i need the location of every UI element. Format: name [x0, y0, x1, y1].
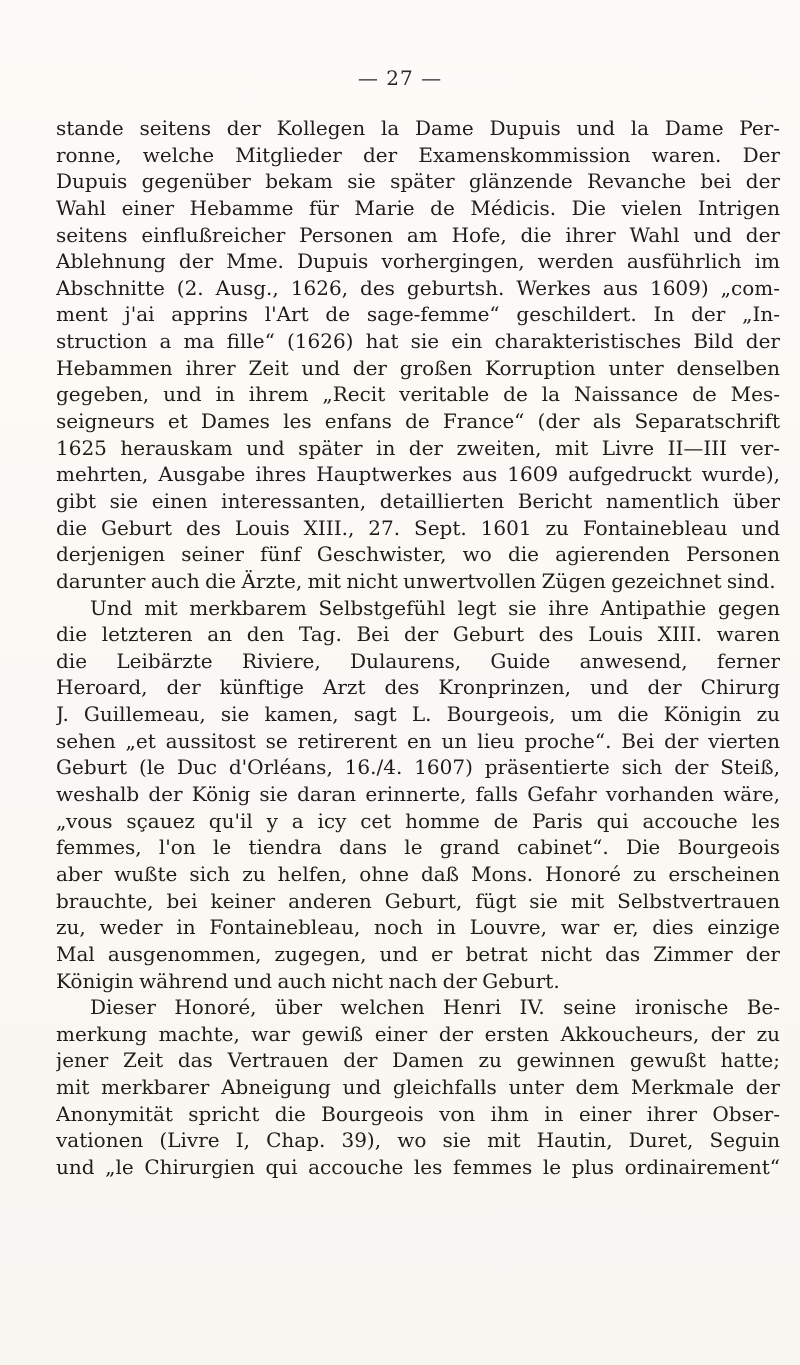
text-line: Ablehnung der Mme. Dupuis vorhergingen, werden ausführlich im: [56, 249, 780, 274]
text-line: vationen (Livre I, Chap. 39), wo sie mit Hautin, Duret, Seguin: [56, 1128, 780, 1153]
text-line: ronne, welche Mitglieder der Examenskommission waren. Der: [56, 142, 780, 167]
text-line: ment j'ai apprins l'Art de sage-femme“ geschildert. In der „In-: [56, 302, 780, 327]
text-line: mit merkbarer Abneigung und gleichfalls unter dem Merkmale der: [56, 1075, 780, 1100]
text-line: 1625 herauskam und später in der zweiten, mit Livre II—III ver-: [56, 435, 780, 460]
text-line: sehen „et aussitost se retirerent en un lieu proche“. Bei der vierten: [56, 728, 780, 753]
text-line: seigneurs et Dames les enfans de France“ (der als Separatschrift: [56, 409, 780, 434]
text-line: Wahl einer Hebamme für Marie de Médicis. Die vielen Intrigen: [56, 195, 780, 220]
text-line: Heroard, der künftige Arzt des Kronprinzen, und der Chirurg: [56, 675, 780, 700]
text-line: Anonymität spricht die Bourgeois von ihm in einer ihrer Obser-: [56, 1101, 780, 1126]
text-line: die Geburt des Louis XIII., 27. Sept. 1601 zu Fontainebleau und: [56, 515, 780, 540]
text-line: merkung machte, war gewiß einer der ersten Akkoucheurs, der zu: [56, 1021, 780, 1046]
text-line: gegeben, und in ihrem „Recit veritable de la Naissance de Mes-: [56, 382, 780, 407]
text-line: Und mit merkbarem Selbstgefühl legt sie ihre Antipathie gegen: [90, 595, 780, 620]
text-line: brauchte, bei keiner anderen Geburt, fügt sie mit Selbstvertrauen: [56, 888, 780, 913]
text-line: Königin während und auch nicht nach der Geburt.: [56, 968, 560, 993]
text-line: Mal ausgenommen, zugegen, und er betrat nicht das Zimmer der: [56, 941, 780, 966]
text-line: Dieser Honoré, über welchen Henri IV. seine ironische Be-: [90, 995, 780, 1020]
text-line: weshalb der König sie daran erinnerte, falls Gefahr vorhanden wäre,: [56, 782, 780, 807]
text-line: und „le Chirurgien qui accouche les femmes le plus ordinairement“: [56, 1154, 780, 1179]
text-line: seitens einflußreicher Personen am Hofe, die ihrer Wahl und der: [56, 222, 780, 247]
text-line: „vous sçauez qu'il y a icy cet homme de Paris qui accouche les: [56, 808, 780, 833]
text-line: J. Guillemeau, sie kamen, sagt L. Bourgeois, um die Königin zu: [56, 702, 780, 727]
text-line: jener Zeit das Vertrauen der Damen zu gewinnen gewußt hatte;: [56, 1048, 780, 1073]
text-line: femmes, l'on le tiendra dans le grand cabinet“. Die Bourgeois: [56, 835, 780, 860]
text-line: struction a ma fille“ (1626) hat sie ein charakteristisches Bild der: [56, 329, 780, 354]
text-line: aber wußte sich zu helfen, ohne daß Mons. Honoré zu erscheinen: [56, 861, 780, 886]
text-line: zu, weder in Fontainebleau, noch in Louvre, war er, dies einzige: [56, 915, 780, 940]
text-line: mehrten, Ausgabe ihres Hauptwerkes aus 1609 aufgedruckt wurde),: [56, 462, 780, 487]
text-line: die letzteren an den Tag. Bei der Geburt des Louis XIII. waren: [56, 622, 780, 647]
text-line: Dupuis gegenüber bekam sie später glänzende Revanche bei der: [56, 169, 780, 194]
page-number: — 27 —: [357, 66, 443, 90]
text-line: darunter auch die Ärzte, mit nicht unwertvollen Zügen gezeichnet sind.: [56, 568, 776, 593]
text-line: gibt sie einen interessanten, detaillierten Bericht namentlich über: [56, 488, 780, 513]
text-line: Geburt (le Duc d'Orléans, 16./4. 1607) präsentierte sich der Steiß,: [56, 755, 780, 780]
text-line: Hebammen ihrer Zeit und der großen Korruption unter denselben: [56, 355, 780, 380]
text-line: derjenigen seiner fünf Geschwister, wo die agierenden Personen: [56, 542, 780, 567]
body-text: [56, 115, 780, 1181]
text-line: Abschnitte (2. Ausg., 1626, des geburtsh. Werkes aus 1609) „com-: [56, 275, 780, 300]
text-line: stande seitens der Kollegen la Dame Dupuis und la Dame Per-: [56, 116, 780, 140]
text-line: die Leibärzte Riviere, Dulaurens, Guide anwesend, ferner: [56, 648, 780, 673]
